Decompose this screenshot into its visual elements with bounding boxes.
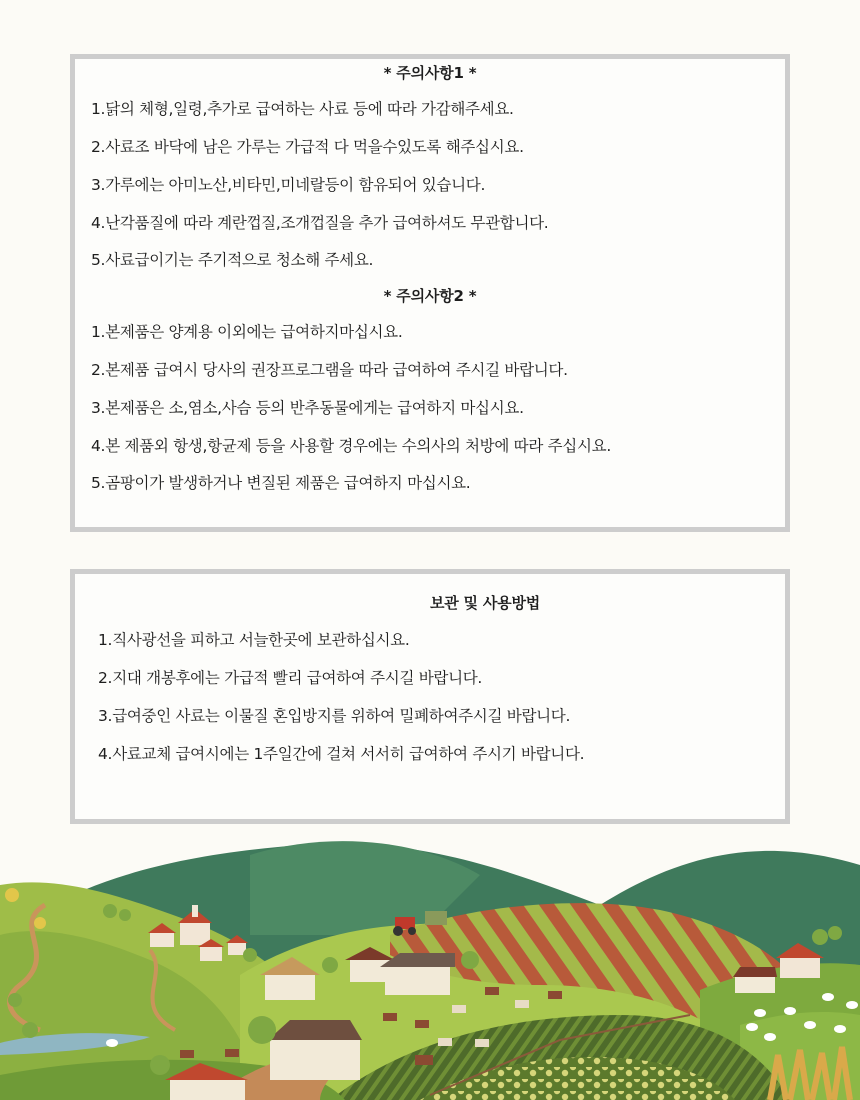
precautions-1-heading: * 주의사항1 * <box>383 64 477 82</box>
farm-landscape-illustration <box>0 815 860 1100</box>
storage-heading: 보관 및 사용방법 <box>429 594 541 612</box>
precaution-1-item: 3.가루에는 아미노산,비타민,미네랄등이 함유되어 있습니다. <box>91 176 486 194</box>
precaution-2-item: 2.본제품 급여시 당사의 권장프로그램을 따라 급여하여 주시길 바랍니다. <box>91 361 568 379</box>
storage-item: 3.급여중인 사료는 이물질 혼입방지를 위하여 밀폐하여주시길 바랍니다. <box>98 707 571 725</box>
precautions-box <box>70 54 790 532</box>
precaution-2-item: 4.본 제품외 항생,항균제 등을 사용할 경우에는 수의사의 처방에 따라 주십시요. <box>91 437 611 455</box>
storage-item: 4.사료교체 급여시에는 1주일간에 걸쳐 서서히 급여하여 주시기 바랍니다. <box>98 745 585 763</box>
precautions-2-heading: * 주의사항2 * <box>383 287 477 305</box>
storage-item: 1.직사광선을 피하고 서늘한곳에 보관하십시요. <box>98 631 410 649</box>
precaution-2-item: 3.본제품은 소,염소,사슴 등의 반추동물에게는 급여하지 마십시요. <box>91 399 524 417</box>
precaution-1-item: 2.사료조 바닥에 남은 가루는 가급적 다 먹을수있도록 해주십시요. <box>91 138 524 156</box>
storage-box <box>70 569 790 824</box>
storage-item: 2.지대 개봉후에는 가급적 빨리 급여하여 주시길 바랍니다. <box>98 669 483 687</box>
precaution-1-item: 5.사료급이기는 주기적으로 청소해 주세요. <box>91 251 374 269</box>
precaution-1-item: 1.닭의 체형,일령,추가로 급여하는 사료 등에 따라 가감해주세요. <box>91 100 514 118</box>
precaution-1-item: 4.난각품질에 따라 계란껍질,조개껍질을 추가 급여하셔도 무관합니다. <box>91 214 549 232</box>
precaution-2-item: 5.곰팡이가 발생하거나 변질된 제품은 급여하지 마십시요. <box>91 474 471 492</box>
precaution-2-item: 1.본제품은 양계용 이외에는 급여하지마십시요. <box>91 323 403 341</box>
